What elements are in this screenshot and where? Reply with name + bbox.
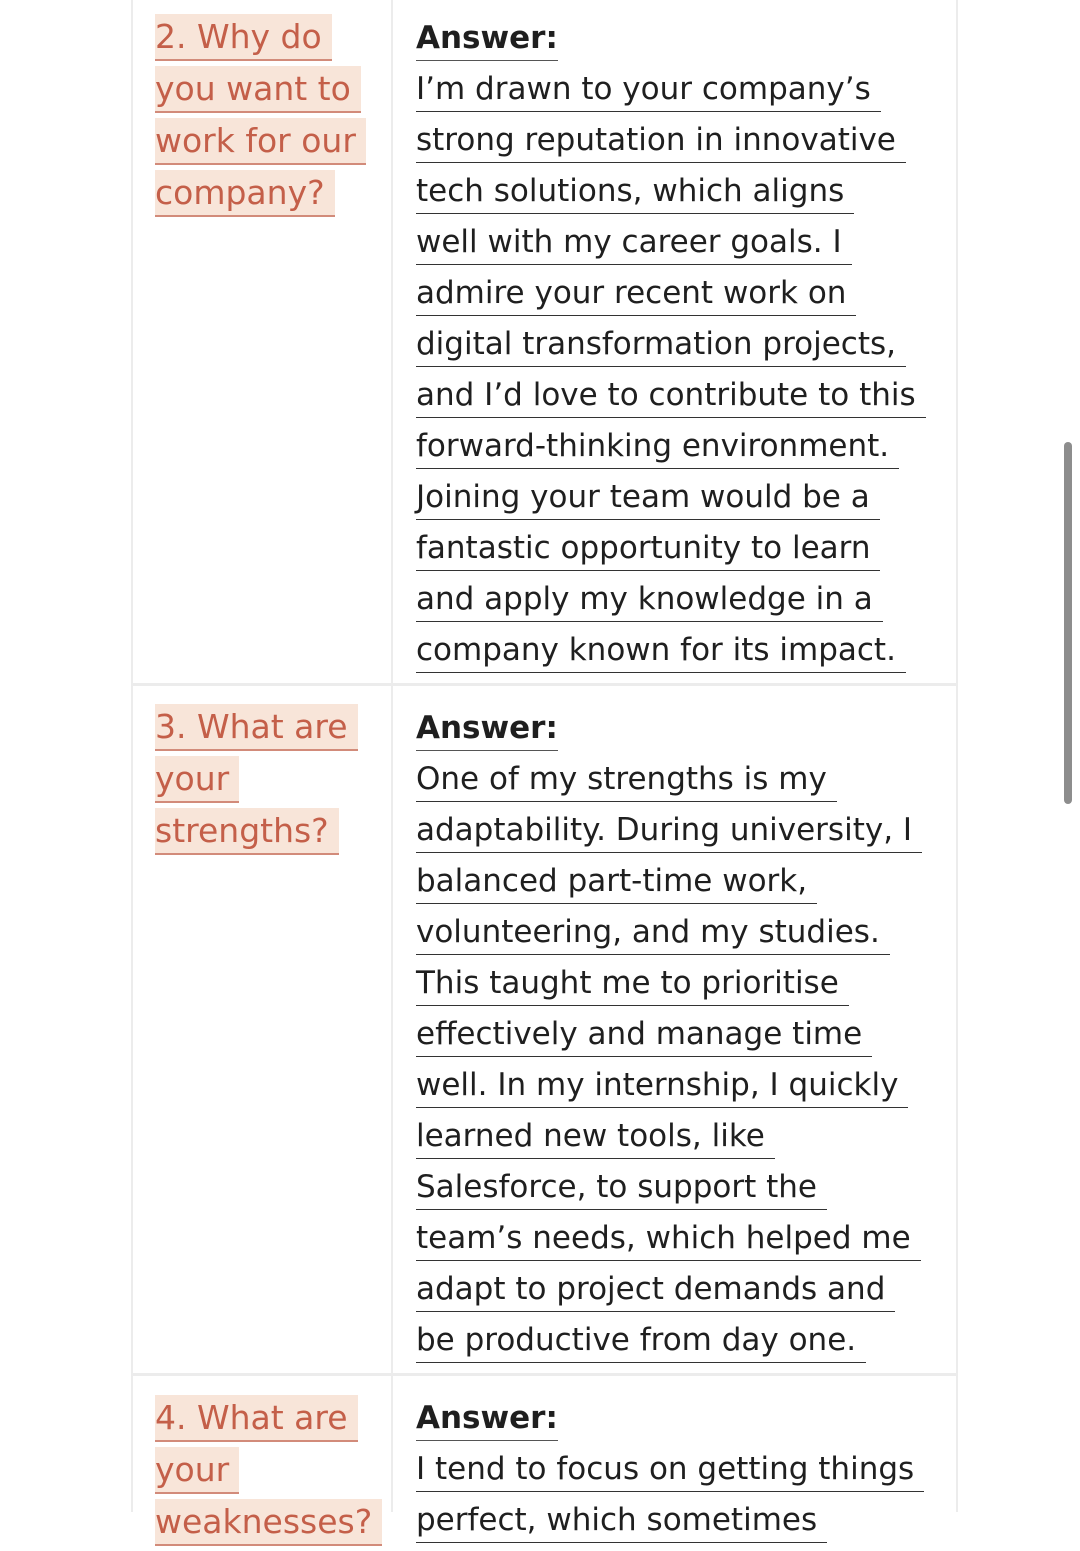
answer-line: I’m drawn to your company’s (416, 67, 881, 112)
row-divider (131, 1373, 958, 1376)
question-line: 4. What are (155, 1395, 358, 1442)
answer-line: effectively and manage time (416, 1012, 872, 1057)
answer-line: team’s needs, which helped me (416, 1216, 921, 1261)
table-border-right (956, 0, 958, 1512)
answer-line: adaptability. During university, I (416, 808, 922, 853)
answer-line: learned new tools, like (416, 1114, 775, 1159)
answer-line: One of my strengths is my (416, 757, 837, 802)
answer-line: Salesforce, to support the (416, 1165, 827, 1210)
answer-line: perfect, which sometimes (416, 1498, 827, 1543)
question-cell (155, 704, 380, 860)
answer-line: strong reputation in innovative (416, 118, 906, 163)
answer-line: tech solutions, which aligns (416, 169, 854, 214)
row-divider (131, 683, 958, 686)
answer-line: Joining your team would be a (416, 475, 880, 520)
answer-line: well with my career goals. I (416, 220, 852, 265)
answer-label: Answer: (416, 706, 558, 751)
answer-line: adapt to project demands and (416, 1267, 895, 1312)
question-cell (155, 14, 380, 222)
answer-line: volunteering, and my studies. (416, 910, 890, 955)
vertical-scrollbar[interactable] (1064, 442, 1072, 804)
answer-line: fantastic opportunity to learn (416, 526, 880, 571)
answer-cell (416, 1396, 956, 1549)
question-line: work for our (155, 118, 366, 165)
answer-line: and I’d love to contribute to this (416, 373, 926, 418)
answer-label: Answer: (416, 1396, 558, 1441)
table-border-left (131, 0, 133, 1512)
answer-line: and apply my knowledge in a (416, 577, 883, 622)
answer-line: well. In my internship, I quickly (416, 1063, 908, 1108)
question-line: 3. What are (155, 704, 358, 751)
question-line: weaknesses? (155, 1499, 382, 1546)
answer-cell (416, 16, 956, 679)
answer-line: balanced part-time work, (416, 859, 817, 904)
question-line: your (155, 756, 239, 803)
answer-line: company known for its impact. (416, 628, 906, 673)
answer-cell (416, 706, 956, 1369)
question-line: 2. Why do (155, 14, 332, 61)
answer-line: forward-thinking environment. (416, 424, 899, 469)
question-line: you want to (155, 66, 361, 113)
answer-line: admire your recent work on (416, 271, 856, 316)
question-line: company? (155, 170, 335, 217)
answer-line: digital transformation projects, (416, 322, 906, 367)
answer-line: This taught me to prioritise (416, 961, 849, 1006)
answer-line: I tend to focus on getting things (416, 1447, 924, 1492)
answer-line: be productive from day one. (416, 1318, 866, 1363)
column-divider (391, 0, 393, 1512)
question-line: strengths? (155, 808, 339, 855)
question-line: your (155, 1447, 239, 1494)
answer-label: Answer: (416, 16, 558, 61)
question-cell (155, 1395, 380, 1551)
